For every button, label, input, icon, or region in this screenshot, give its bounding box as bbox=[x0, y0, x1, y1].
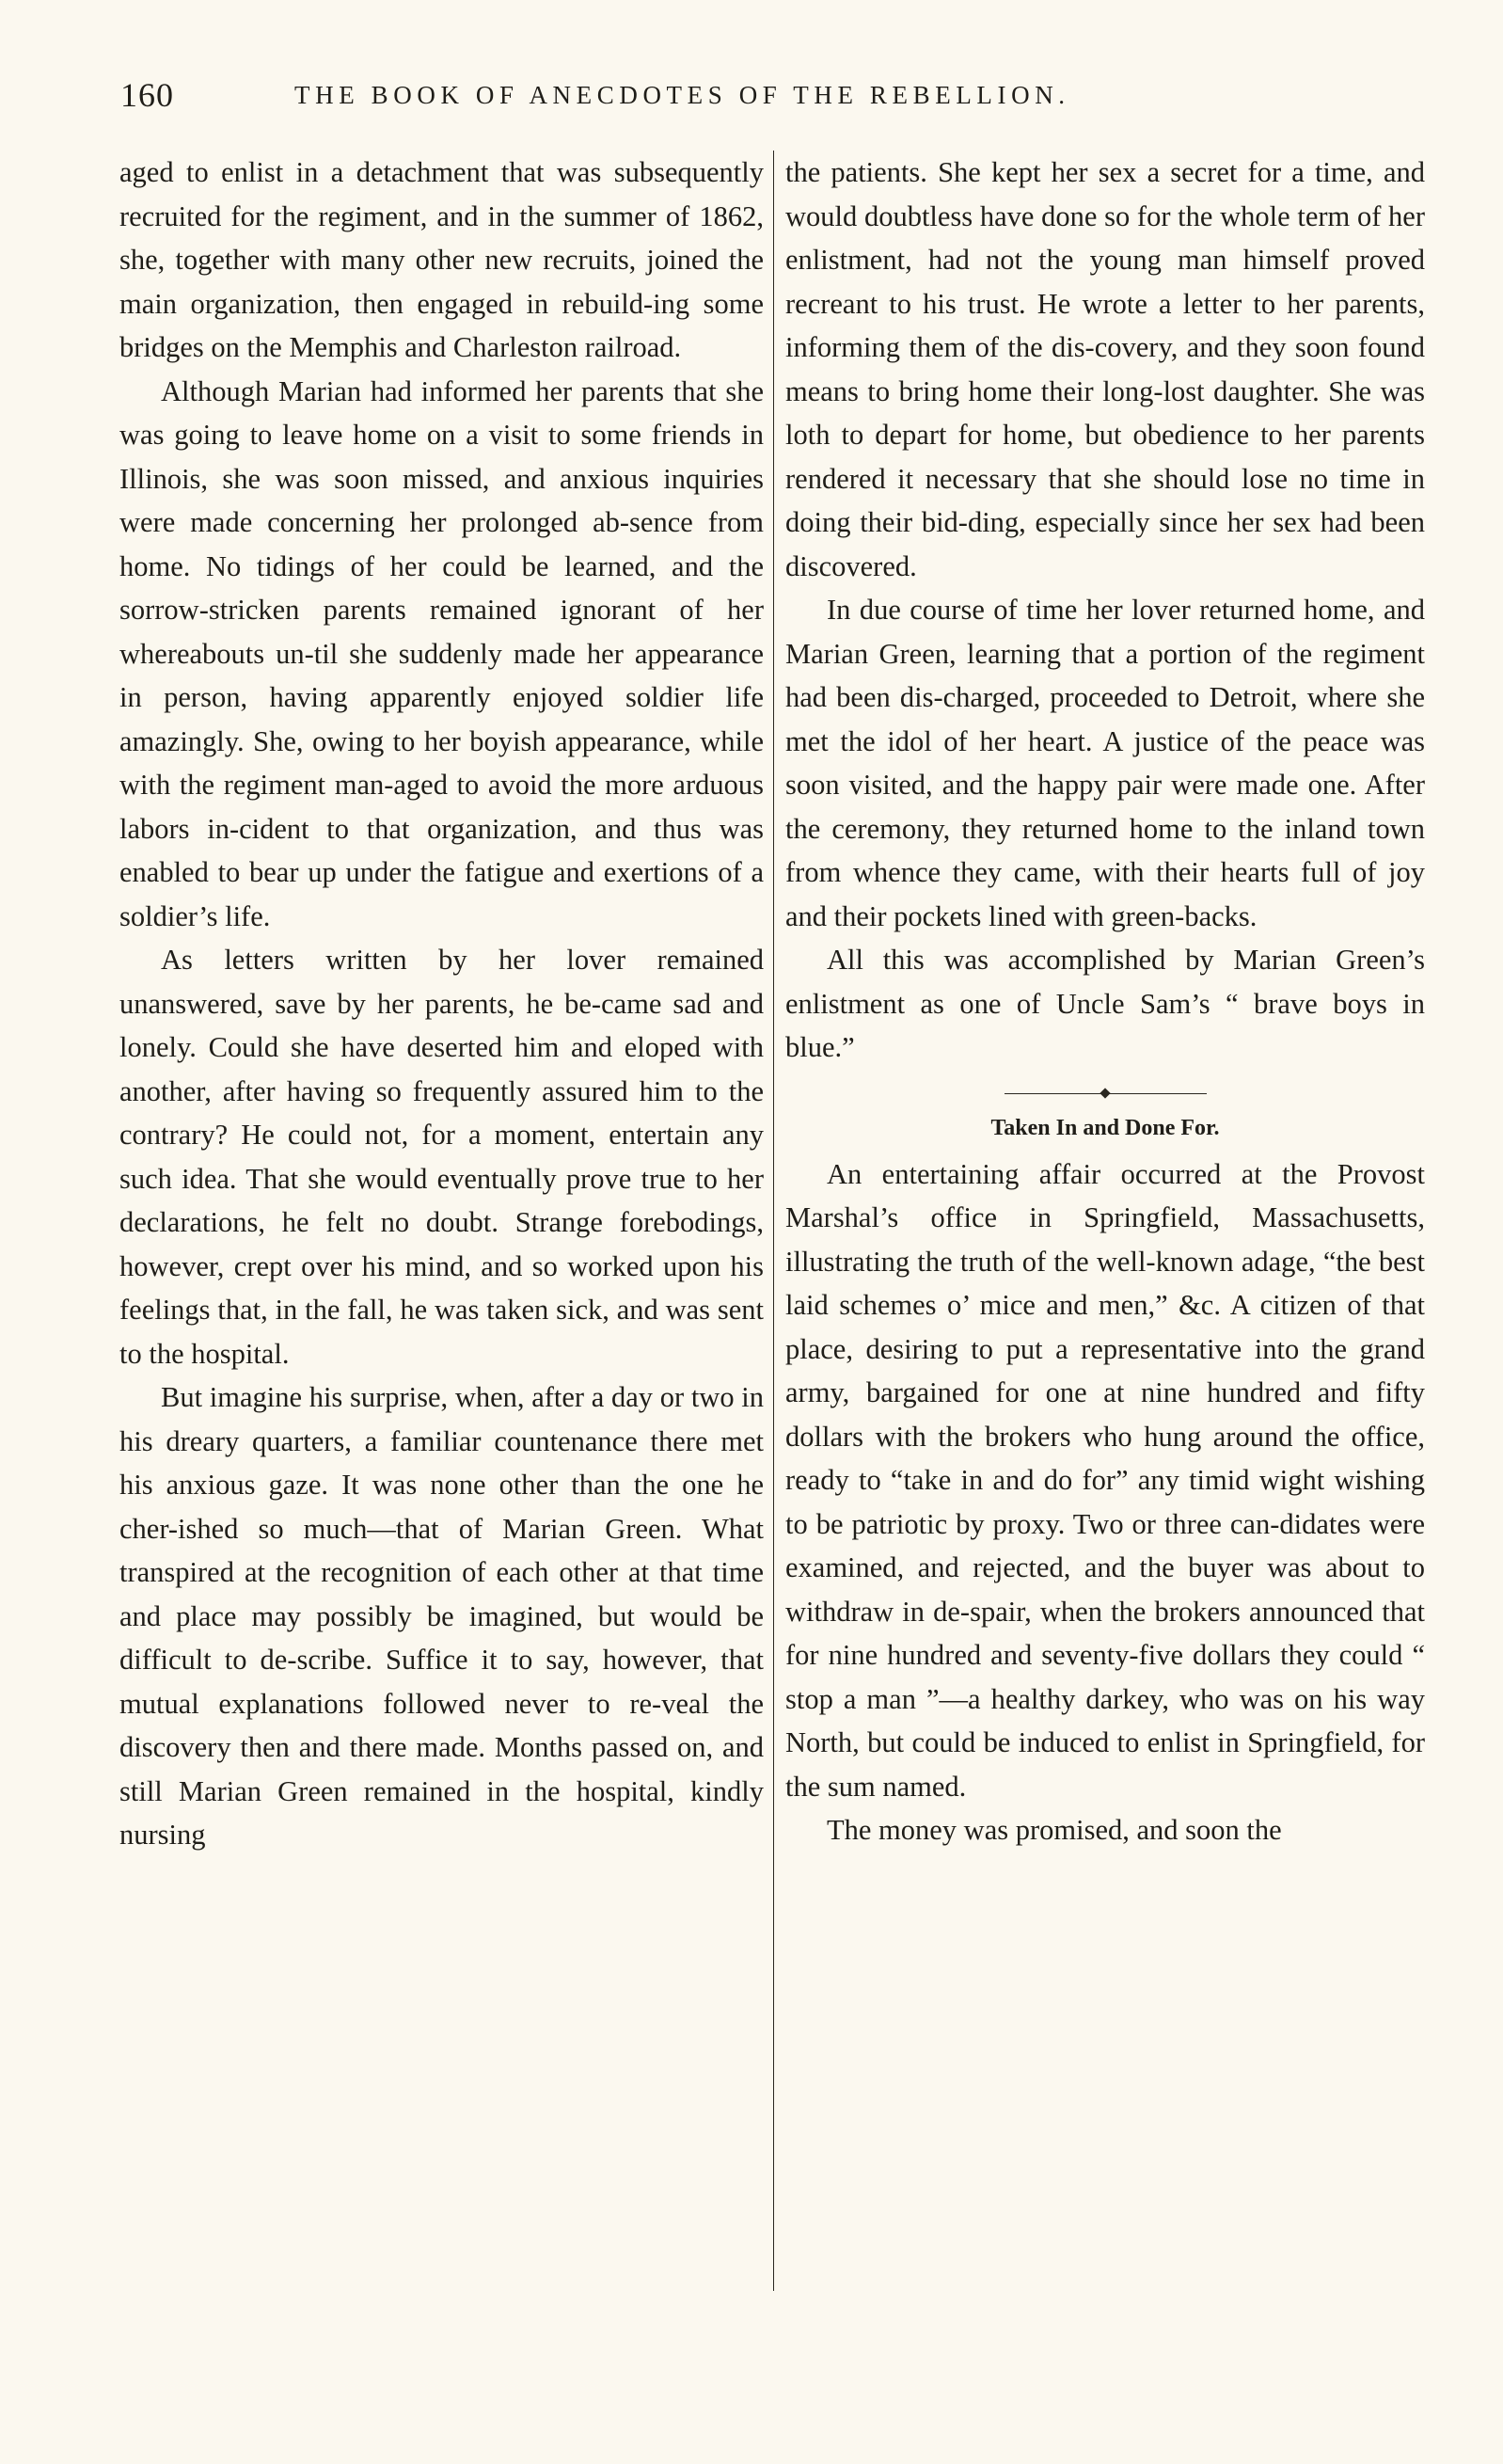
right-column bbox=[785, 151, 1425, 1852]
section-rule bbox=[1005, 1087, 1207, 1100]
paragraph: the patients. She kept her sex a secret for a time, and would doubtless have done so for the whole term of her enlistment, had not the young man himself proved recreant to his trust. He wrote a letter to her parents, informing them of the dis-covery, and they soon found means to bring home their long-lost daughter. She was loth to depart for home, but obedience to her parents rendered it necessary that she should lose no time in doing their bid-ding, especially since her sex had been discovered. bbox=[785, 156, 1425, 582]
page-number: 160 bbox=[120, 76, 174, 114]
paragraph: The money was promised, and soon the bbox=[827, 1814, 1282, 1846]
running-head: THE BOOK OF ANECDOTES OF THE REBELLION. bbox=[294, 81, 1070, 109]
section-title: Taken In and Done For. bbox=[990, 1115, 1220, 1140]
rule-ornament bbox=[1100, 1088, 1110, 1098]
paragraph: As letters written by her lover remained unanswered, save by her parents, he be-came sad and lonely. Could she have deserted him and eloped with another, after having so frequently assured him to the contrary? He could not, for a moment, entertain any such idea. That she would eventually prove true to her declarations, he felt no doubt. Strange forebodings, however, crept over his mind, and so worked upon his feelings that, in the fall, he was taken sick, and was sent to the hospital. bbox=[119, 944, 764, 1370]
left-column bbox=[119, 151, 764, 1857]
paragraph: But imagine his surprise, when, after a day or two in his dreary quarters, a familiar countenance there met his anxious gaze. It was none other than the one he cher-ished so much—that of Marian Green. What transpired at the recognition of each other at that time and place may possibly be imagined, but would be difficult to de-scribe. Suffice it to say, however, that mutual explanations followed never to re-veal the discovery then and there made. Months passed on, and still Marian Green remained in the hospital, kindly nursing bbox=[119, 1381, 764, 1851]
paragraph: All this was accomplished by Marian Green’s enlistment as one of Uncle Sam’s “ brave boys in blue.” bbox=[785, 944, 1425, 1063]
page-header bbox=[120, 75, 1258, 122]
column-divider bbox=[773, 151, 774, 2291]
paragraph: Although Marian had informed her parents that she was going to leave home on a visit to some friends in Illinois, she was soon missed, and anxious inquiries were made concerning her prolonged ab-sence from home. No tidings of her could be learned, and the sorrow-stricken parents remained ignorant of her whereabouts un-til she suddenly made her appearance in person, having apparently enjoyed soldier life amazingly. She, owing to her boyish appearance, while with the regiment man-aged to avoid the more arduous labors in-cident to that organization, and thus was enabled to bear up under the fatigue and exertions of a soldier’s life. bbox=[119, 374, 764, 932]
paragraph: aged to enlist in a detachment that was subsequently recruited for the regiment, and in the summer of 1862, she, together with many other new recruits, joined the main organization, then engaged in rebuild-ing some bridges on the Memphis and Charleston railroad. bbox=[119, 156, 764, 363]
paragraph: In due course of time her lover returned home, and Marian Green, learning that a portion of the regiment had been dis-charged, proceeded to Detroit, where she met the idol of her heart. A justice of the peace was soon visited, and the happy pair were made one. After the ceremony, they returned home to the inland town from whence they came, with their hearts full of joy and their pockets lined with green-backs. bbox=[785, 594, 1425, 932]
paragraph: An entertaining affair occurred at the Provost Marshal’s office in Springfield, Massachusetts, illustrating the truth of the well-known adage, “the best laid schemes o’ mice and men,” &c. A citizen of that place, desiring to put a representative into the grand army, bargained for one at nine hundred and fifty dollars with the brokers who hung around the office, ready to “take in and do for” any timid wight wishing to be patriotic by proxy. Two or three can-didates were examined, and rejected, and the buyer was about to withdraw in de-spair, when the brokers announced that for nine hundred and seventy-five dollars they could “ stop a man ”—a healthy darkey, who was on his way North, but could be induced to enlist in Springfield, for the sum named. bbox=[785, 1157, 1425, 1803]
